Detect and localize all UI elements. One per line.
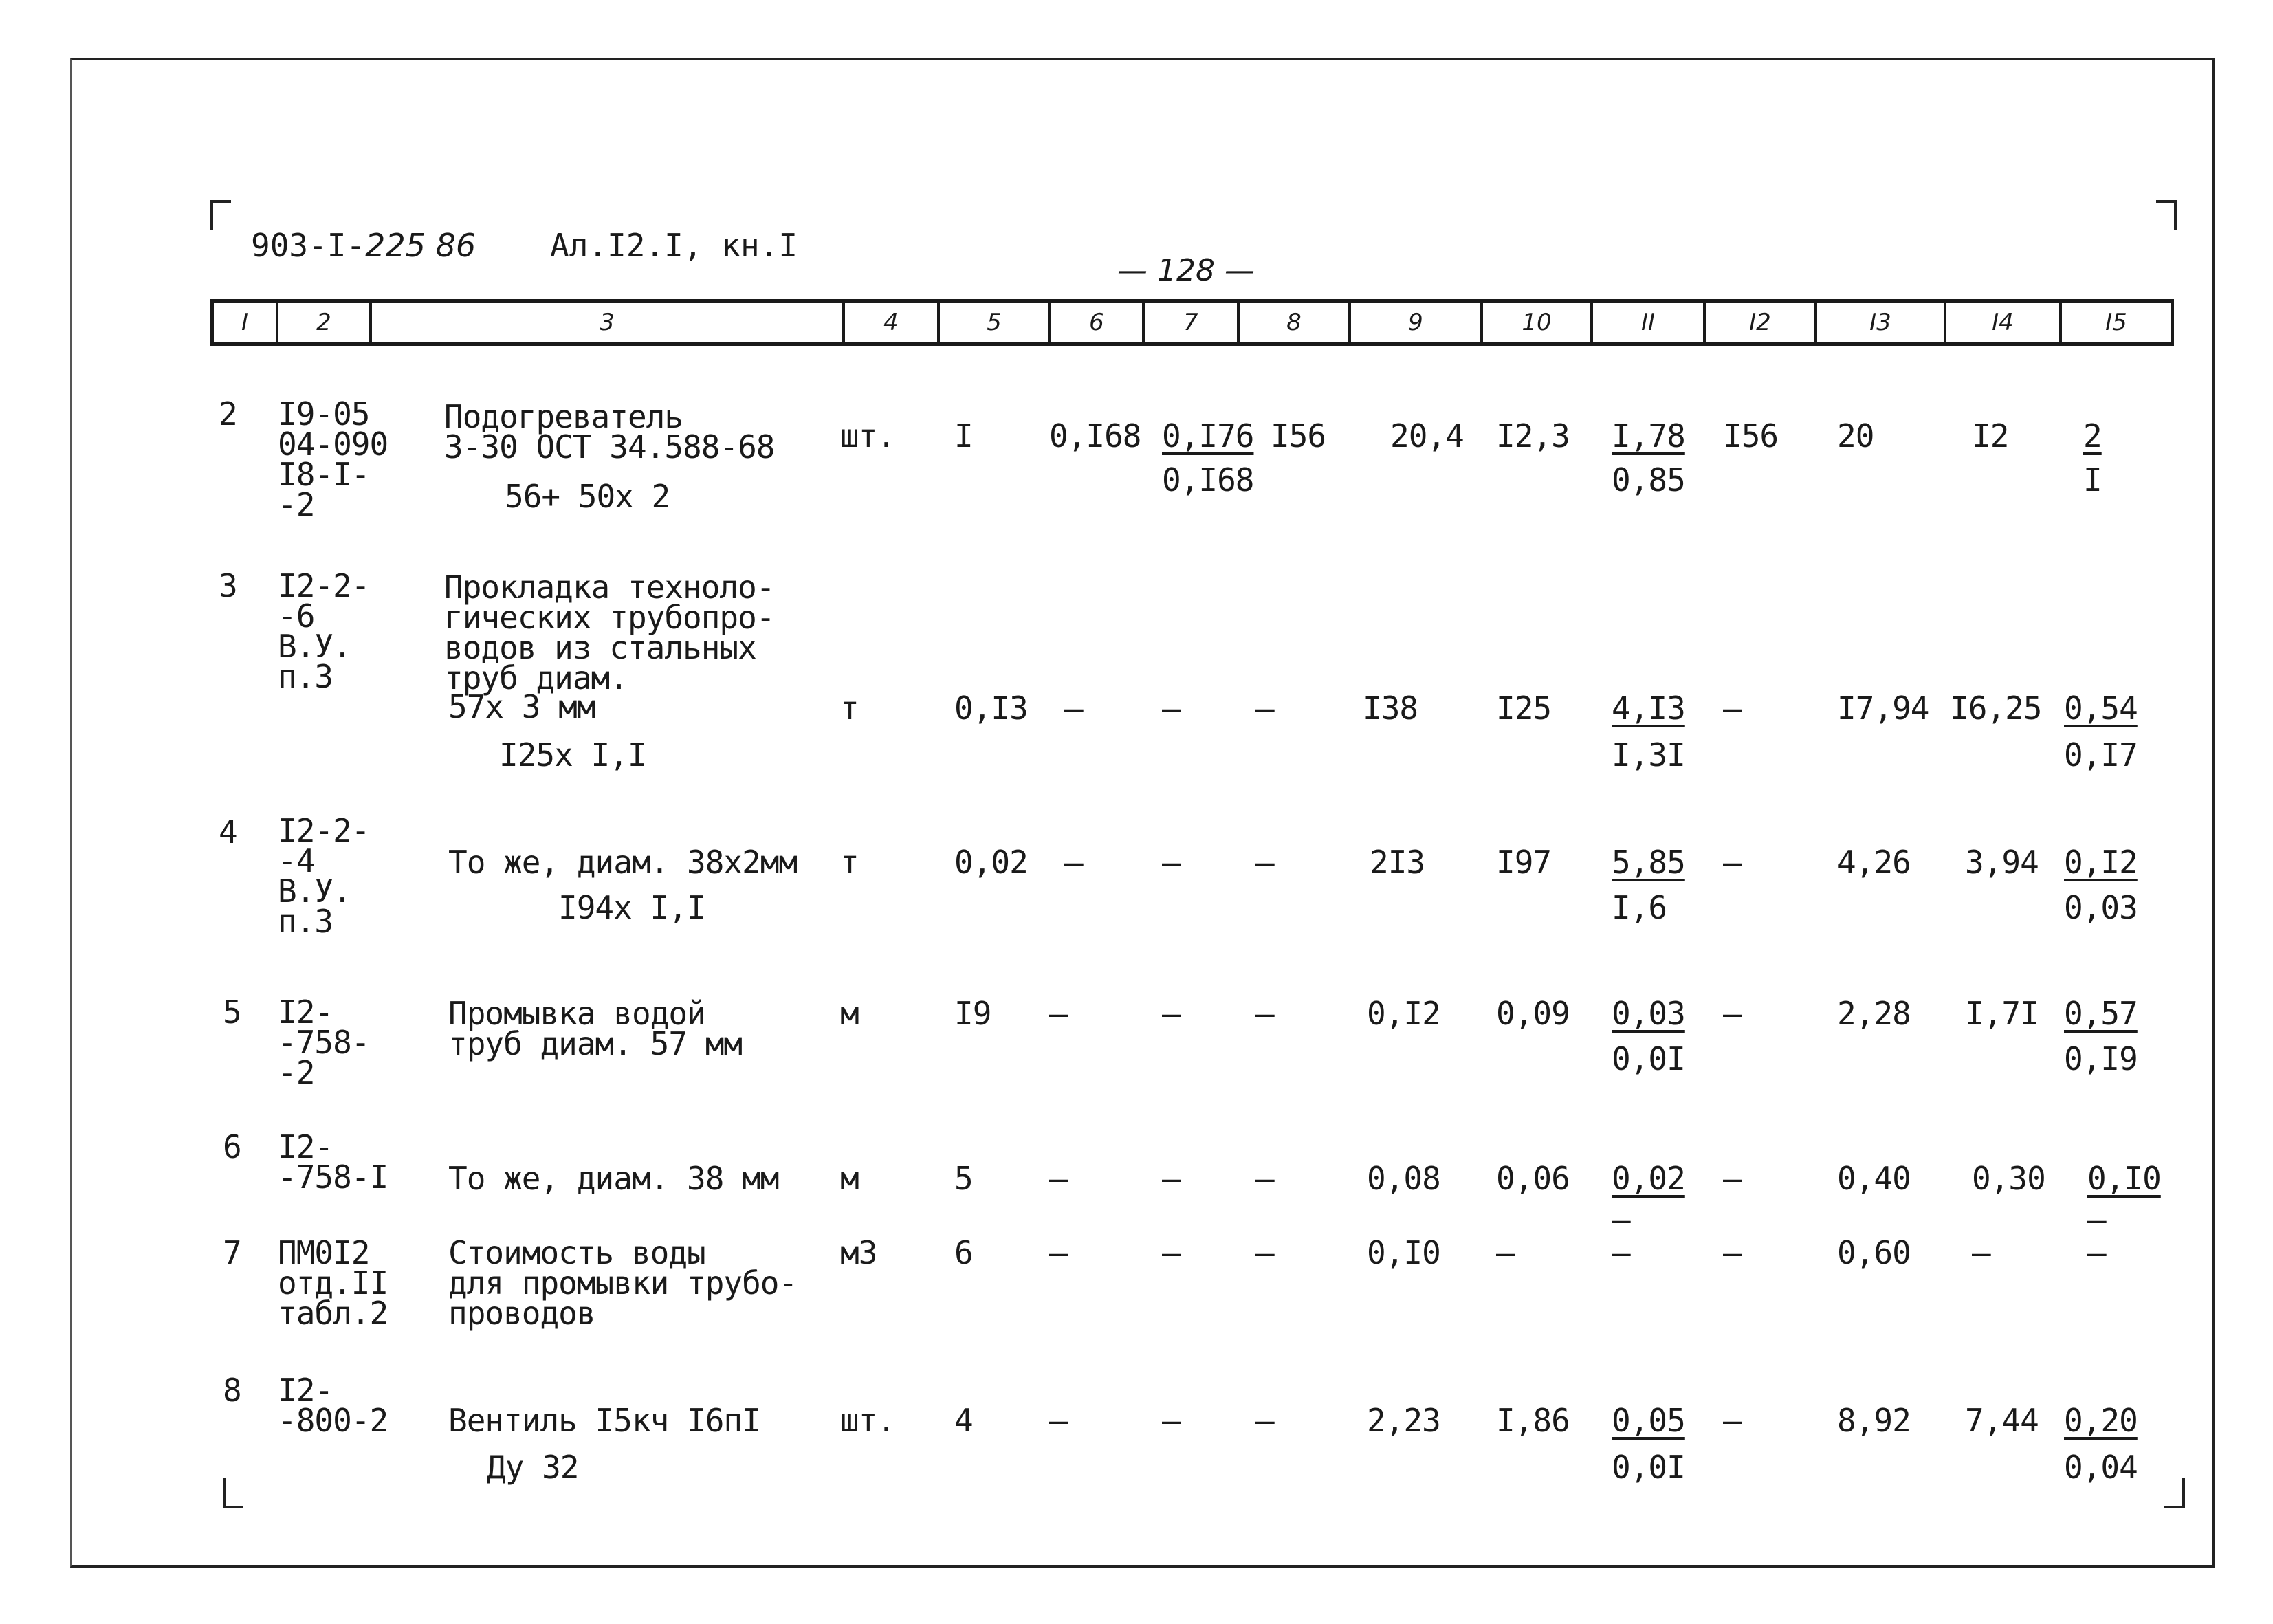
corner-mark-bottom-right bbox=[2164, 1478, 2185, 1508]
work-name-line: З-30 ОСТ 34.588-68 bbox=[444, 428, 775, 465]
col15-bottom-cell: 0,03 bbox=[2064, 889, 2138, 926]
column-header-9: 9 bbox=[1348, 303, 1480, 342]
col11-bottom-cell: I,6 bbox=[1612, 889, 1667, 926]
column-header-6: 6 bbox=[1048, 303, 1142, 342]
col7-bottom-cell: 0,I68 bbox=[1162, 461, 1254, 498]
col10-cell: 0,09 bbox=[1496, 995, 1570, 1032]
work-name-line: То же, диам. 38 мм bbox=[448, 1160, 779, 1197]
col13-cell: 0,40 bbox=[1837, 1160, 1911, 1197]
work-name-line: Ду 32 bbox=[487, 1449, 579, 1486]
col10-cell: I,86 bbox=[1496, 1402, 1570, 1439]
col11-bottom-cell: 0,0I bbox=[1612, 1449, 1685, 1486]
col13-cell: 4,26 bbox=[1837, 844, 1911, 881]
quantity-cell: 5 bbox=[954, 1160, 973, 1197]
row-number: 2 bbox=[219, 395, 237, 432]
rate-code-line: В.У. bbox=[278, 873, 351, 910]
work-name-line: для промывки трубо- bbox=[448, 1264, 798, 1302]
work-name-line: Вентиль I5кч I6пI bbox=[448, 1402, 760, 1439]
col15-top-cell: 0,I0 bbox=[2087, 1160, 2161, 1197]
quantity-cell: I bbox=[954, 417, 973, 454]
col8-cell: – bbox=[1255, 995, 1274, 1032]
col15-top-cell: 0,I2 bbox=[2064, 844, 2138, 881]
rate-code-line: -758-I bbox=[278, 1159, 388, 1196]
rate-code-line: I9-05 bbox=[278, 395, 370, 432]
col15-bottom-cell: 0,I7 bbox=[2064, 736, 2138, 773]
corner-mark-bottom-left bbox=[223, 1478, 243, 1508]
col7-cell: – bbox=[1162, 844, 1181, 881]
rate-code-line: I2- bbox=[278, 994, 333, 1031]
col9-cell: 2,23 bbox=[1367, 1402, 1440, 1439]
corner-mark-top-left bbox=[210, 200, 231, 230]
col15-top-cell: 0,54 bbox=[2064, 690, 2138, 727]
rate-code-line: В.У. bbox=[278, 628, 351, 665]
col12-cell: – bbox=[1723, 995, 1742, 1032]
work-name-line: 56+ 50х 2 bbox=[505, 478, 670, 515]
col7-cell: – bbox=[1162, 1160, 1181, 1197]
col6-cell: 0,I68 bbox=[1049, 417, 1141, 454]
col12-cell: – bbox=[1723, 1402, 1742, 1439]
rate-code-line: -6 bbox=[278, 597, 315, 635]
col12-cell: I56 bbox=[1723, 417, 1779, 454]
col15-bottom-cell: 0,I9 bbox=[2064, 1040, 2138, 1077]
column-header-1: I bbox=[241, 309, 249, 336]
document-code: 903-I-225 86 bbox=[251, 227, 476, 264]
quantity-cell: 0,02 bbox=[954, 844, 1028, 881]
unit-cell: шт. bbox=[840, 417, 896, 454]
col13-cell: 8,92 bbox=[1837, 1402, 1911, 1439]
col13-cell: 2,28 bbox=[1837, 995, 1911, 1032]
col7-cell: – bbox=[1162, 690, 1181, 727]
col12-cell: – bbox=[1723, 1234, 1742, 1271]
col11-cell: – bbox=[1612, 1234, 1630, 1271]
col14-cell: 3,94 bbox=[1965, 844, 2039, 881]
col10-cell: – bbox=[1496, 1234, 1515, 1271]
col15-bottom-cell: – bbox=[2087, 1201, 2106, 1238]
col7-top-cell: 0,I76 bbox=[1162, 417, 1254, 454]
unit-cell: т bbox=[840, 690, 859, 727]
col11-top-cell: I,78 bbox=[1612, 417, 1685, 454]
column-header-5: 5 bbox=[937, 303, 1048, 342]
col8-cell: – bbox=[1255, 690, 1274, 727]
col14-cell: I6,25 bbox=[1950, 690, 2042, 727]
col7-cell: – bbox=[1162, 1234, 1181, 1271]
col14-cell: 0,30 bbox=[1972, 1160, 2045, 1197]
col8-cell: – bbox=[1255, 1234, 1274, 1271]
col8-cell: I56 bbox=[1271, 417, 1326, 454]
rate-code-line: I2-2- bbox=[278, 812, 370, 849]
column-header-12: I2 bbox=[1703, 303, 1814, 342]
column-header-11: II bbox=[1590, 303, 1703, 342]
document-code-handwritten: 225 86 bbox=[365, 227, 476, 264]
work-name-line: То же, диам. 38х2мм bbox=[448, 844, 798, 881]
col15-bottom-cell: 0,04 bbox=[2064, 1449, 2138, 1486]
column-header-14: I4 bbox=[1944, 303, 2059, 342]
unit-cell: м bbox=[840, 995, 859, 1032]
col13-cell: 0,60 bbox=[1837, 1234, 1911, 1271]
rate-code-line: 04-090 bbox=[278, 426, 388, 463]
row-number: 3 bbox=[219, 567, 237, 604]
rate-code-line: I8-I- bbox=[278, 456, 370, 493]
rate-code-line: табл.2 bbox=[278, 1295, 388, 1332]
corner-mark-top-right bbox=[2156, 200, 2177, 230]
rate-code-line: -2 bbox=[278, 486, 315, 523]
quantity-cell: I9 bbox=[954, 995, 991, 1032]
col15-top-cell: 2 bbox=[2083, 417, 2102, 454]
col11-top-cell: 5,85 bbox=[1612, 844, 1685, 881]
column-number-header bbox=[210, 299, 2174, 346]
col11-bottom-cell: – bbox=[1612, 1201, 1630, 1238]
work-name-line: Стоимость воды bbox=[448, 1234, 705, 1271]
col11-top-cell: 0,05 bbox=[1612, 1402, 1685, 1439]
rate-code-line: п.3 bbox=[278, 658, 333, 695]
work-name-line: гических трубопро- bbox=[444, 599, 775, 636]
col11-bottom-cell: 0,0I bbox=[1612, 1040, 1685, 1077]
column-header-15: I5 bbox=[2059, 303, 2171, 342]
col6-cell: – bbox=[1064, 690, 1083, 727]
rate-code-line: п.3 bbox=[278, 903, 333, 940]
col11-top-cell: 0,02 bbox=[1612, 1160, 1685, 1197]
col15-top-cell: 0,20 bbox=[2064, 1402, 2138, 1439]
col11-bottom-cell: 0,85 bbox=[1612, 461, 1685, 498]
album-reference: Ал.I2.I, кн.I bbox=[550, 227, 798, 264]
col14-cell: I,7I bbox=[1965, 995, 2039, 1032]
col10-cell: 0,06 bbox=[1496, 1160, 1570, 1197]
col11-top-cell: 4,I3 bbox=[1612, 690, 1685, 727]
col9-cell: 0,08 bbox=[1367, 1160, 1440, 1197]
page-number: — 128 — bbox=[1117, 253, 1255, 288]
work-name-line: водов из стальных bbox=[444, 629, 756, 666]
col14-cell: I2 bbox=[1972, 417, 2009, 454]
column-header-13: I3 bbox=[1814, 303, 1944, 342]
col13-cell: 20 bbox=[1837, 417, 1874, 454]
col9-cell: 2I3 bbox=[1370, 844, 1425, 881]
col12-cell: – bbox=[1723, 844, 1742, 881]
rate-code-line: -758- bbox=[278, 1024, 370, 1061]
column-header-8: 8 bbox=[1237, 303, 1348, 342]
col10-cell: I97 bbox=[1496, 844, 1552, 881]
col8-cell: – bbox=[1255, 1402, 1274, 1439]
unit-cell: т bbox=[840, 844, 859, 881]
col15-top-cell: 0,57 bbox=[2064, 995, 2138, 1032]
col6-cell: – bbox=[1049, 995, 1068, 1032]
rate-code-line: -4 bbox=[278, 842, 315, 879]
rate-code-line: I2- bbox=[278, 1372, 333, 1409]
col15-cell: – bbox=[2087, 1234, 2106, 1271]
column-header-7: 7 bbox=[1142, 303, 1237, 342]
rate-code-line: ПМ0I2 bbox=[278, 1234, 370, 1271]
col7-cell: – bbox=[1162, 1402, 1181, 1439]
quantity-cell: 6 bbox=[954, 1234, 973, 1271]
quantity-cell: 0,I3 bbox=[954, 690, 1028, 727]
row-number: 4 bbox=[219, 813, 237, 851]
col12-cell: – bbox=[1723, 1160, 1742, 1197]
rate-code-line: отд.II bbox=[278, 1264, 388, 1302]
rate-code-line: I2- bbox=[278, 1128, 333, 1165]
col6-cell: – bbox=[1049, 1160, 1068, 1197]
work-name-line: Подогреватель bbox=[444, 398, 683, 435]
work-name-line: Промывка водой bbox=[448, 995, 705, 1032]
col13-cell: I7,94 bbox=[1837, 690, 1929, 727]
column-header-4: 4 bbox=[842, 303, 937, 342]
col9-cell: 0,I2 bbox=[1367, 995, 1440, 1032]
rate-code-line: -800-2 bbox=[278, 1402, 388, 1439]
column-header-2: 2 bbox=[276, 303, 369, 342]
row-number: 8 bbox=[223, 1372, 241, 1409]
col11-top-cell: 0,03 bbox=[1612, 995, 1685, 1032]
col6-cell: – bbox=[1064, 844, 1083, 881]
col9-cell: I38 bbox=[1363, 690, 1418, 727]
work-name-line: проводов bbox=[448, 1295, 595, 1332]
column-header-3: 3 bbox=[369, 303, 842, 342]
row-number: 5 bbox=[223, 994, 241, 1031]
work-name-line: Прокладка техноло- bbox=[444, 569, 775, 606]
col14-cell: – bbox=[1972, 1234, 1990, 1271]
col9-cell: 20,4 bbox=[1390, 417, 1464, 454]
col10-cell: I2,3 bbox=[1496, 417, 1570, 454]
col11-bottom-cell: I,3I bbox=[1612, 736, 1685, 773]
work-name-line: труб диам. 57 мм bbox=[448, 1025, 743, 1062]
work-name-line: I25х I,I bbox=[499, 736, 646, 773]
col6-cell: – bbox=[1049, 1234, 1068, 1271]
col8-cell: – bbox=[1255, 1160, 1274, 1197]
rate-code-line: I2-2- bbox=[278, 567, 370, 604]
column-header-10: 10 bbox=[1480, 303, 1590, 342]
col12-cell: – bbox=[1723, 690, 1742, 727]
unit-cell: м3 bbox=[840, 1234, 877, 1271]
rate-code-line: -2 bbox=[278, 1054, 315, 1091]
unit-cell: м bbox=[840, 1160, 859, 1197]
work-name-line: труб диам. bbox=[444, 659, 628, 696]
col7-cell: – bbox=[1162, 995, 1181, 1032]
row-number: 7 bbox=[223, 1234, 241, 1271]
col6-cell: – bbox=[1049, 1402, 1068, 1439]
quantity-cell: 4 bbox=[954, 1402, 973, 1439]
work-name-line: I94х I,I bbox=[558, 889, 705, 926]
col14-cell: 7,44 bbox=[1965, 1402, 2039, 1439]
col8-cell: – bbox=[1255, 844, 1274, 881]
col10-cell: I25 bbox=[1496, 690, 1552, 727]
col15-bottom-cell: I bbox=[2083, 461, 2102, 498]
unit-cell: шт. bbox=[840, 1402, 896, 1439]
col9-cell: 0,I0 bbox=[1367, 1234, 1440, 1271]
work-name-line: 57х 3 мм bbox=[448, 688, 595, 725]
row-number: 6 bbox=[223, 1128, 241, 1165]
